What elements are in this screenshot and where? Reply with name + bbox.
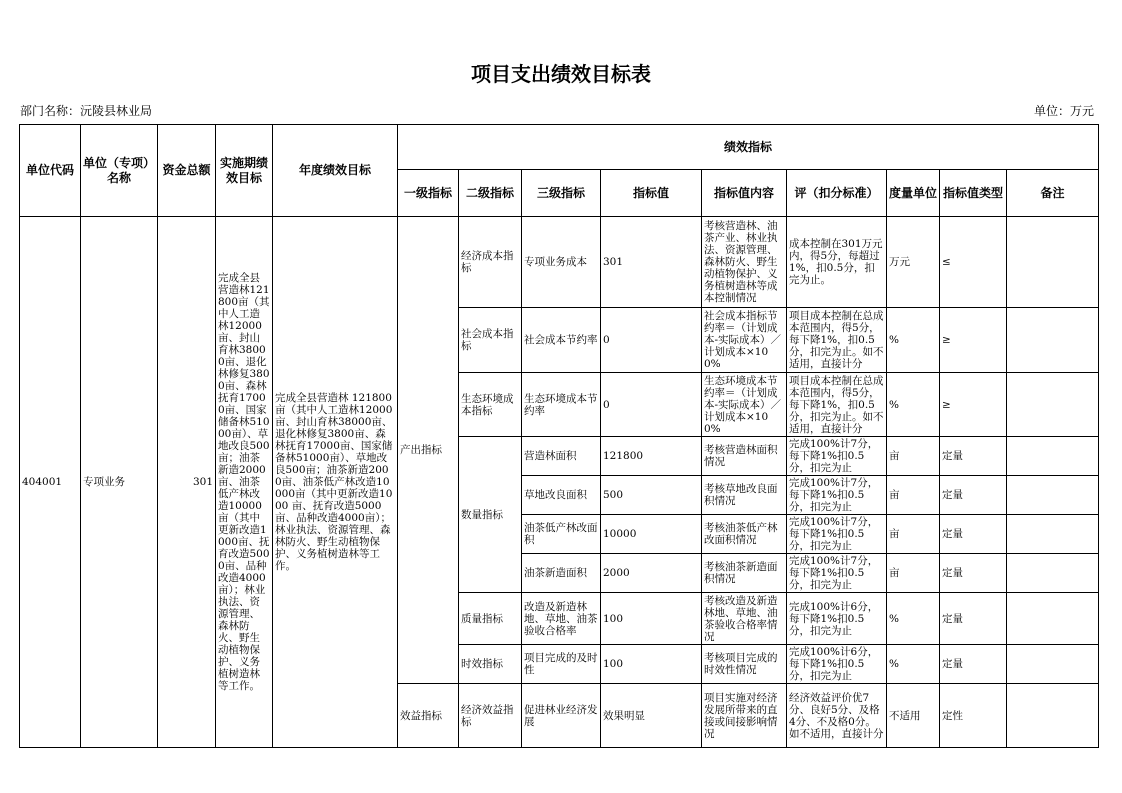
value-cell: 0 xyxy=(601,373,702,437)
header-performance: 绩效指标 xyxy=(398,125,1099,170)
header-level2: 二级指标 xyxy=(459,170,522,217)
measure-cell: 亩 xyxy=(887,437,940,476)
level3-cell: 油茶低产林改面积 xyxy=(522,515,601,554)
content-cell: 考核营造林、油茶产业、林业执法、资源管理、森林防火、野生动植物保护、义务植树造林等成本控制情况 xyxy=(702,217,787,308)
period-goal-cell: 完成全县营造林121800亩（其中人工造林12000亩、封山育林38000亩、退化林修复3800亩、森林抚育17000亩、国家储备林51000亩）、草地改良500亩；油茶新造2000亩、油茶低产林改造10000亩（其中更新改造1000亩、抚育改造5000亩、品种改造4000亩）；林业执法、资源管理、森林防火、野生动植物保护、义务植树造林等工作。 xyxy=(216,217,273,748)
remark-cell xyxy=(1007,476,1099,515)
level3-cell: 项目完成的及时性 xyxy=(522,645,601,684)
type-cell: ≥ xyxy=(940,308,1007,373)
value-cell: 10000 xyxy=(601,515,702,554)
header-level3: 三级指标 xyxy=(522,170,601,217)
header-remark: 备注 xyxy=(1007,170,1099,217)
scoring-cell: 项目成本控制在总成本范围内，得5分，每下降1%，扣0.5分，扣完为止。如不适用，直接计分 xyxy=(787,308,887,373)
header-unit-name: 单位（专项）名称 xyxy=(81,125,158,217)
header-scoring: 评（扣分标准） xyxy=(787,170,887,217)
content-cell: 考核油茶新造面积情况 xyxy=(702,554,787,593)
level2-timeliness: 时效指标 xyxy=(459,645,522,684)
content-cell: 生态环境成本节约率＝（计划成本-实际成本）／计划成本×100% xyxy=(702,373,787,437)
level3-cell: 草地改良面积 xyxy=(522,476,601,515)
content-cell: 考核改造及新造林地、草地、油茶验收合格率情况 xyxy=(702,593,787,645)
measure-cell: 万元 xyxy=(887,217,940,308)
performance-table xyxy=(19,124,1099,748)
scoring-cell: 完成100%计6分，每下降1%扣0.5分，扣完为止 xyxy=(787,645,887,684)
header-value-type: 指标值类型 xyxy=(940,170,1007,217)
unit-label: 单位：万元 xyxy=(1033,104,1094,118)
value-cell: 121800 xyxy=(601,437,702,476)
remark-cell xyxy=(1007,437,1099,476)
measure-cell: 不适用 xyxy=(887,684,940,748)
total-funds-cell: 301 xyxy=(158,217,216,748)
scoring-cell: 完成100%计7分，每下降1%扣0.5分，扣完为止 xyxy=(787,515,887,554)
header-unit-code: 单位代码 xyxy=(20,125,81,217)
remark-cell xyxy=(1007,373,1099,437)
measure-cell: 亩 xyxy=(887,476,940,515)
remark-cell xyxy=(1007,554,1099,593)
level3-cell: 促进林业经济发展 xyxy=(522,684,601,748)
measure-cell: 亩 xyxy=(887,515,940,554)
table-row xyxy=(20,217,1099,308)
annual-goal-cell: 完成全县营造林 121800亩（其中人工造林12000亩、封山育林38000亩、退化林修复3800亩、森林抚育17000亩、国家储备林51000亩）、草地改良500亩；油茶新造2000亩、油茶低产林改造10000亩（其中更新改造1000 亩、抚育改造5000亩、品种改造4000亩）；林业执法、资源管理、森林防火、野生动植物保护、义务植树造林等工作。 xyxy=(273,217,398,748)
type-cell: ≤ xyxy=(940,217,1007,308)
value-cell: 效果明显 xyxy=(601,684,702,748)
level1-benefit: 效益指标 xyxy=(398,684,459,748)
scoring-cell: 完成100%计6分，每下降1%扣0.5分，扣完为止 xyxy=(787,593,887,645)
remark-cell xyxy=(1007,645,1099,684)
remark-cell xyxy=(1007,593,1099,645)
level1-output: 产出指标 xyxy=(398,217,459,684)
scoring-cell: 经济效益评价优7分、良好5分、及格4分、不及格0分。如不适用，直接计分 xyxy=(787,684,887,748)
measure-cell: % xyxy=(887,593,940,645)
measure-cell: 亩 xyxy=(887,554,940,593)
header-content: 指标值内容 xyxy=(702,170,787,217)
scoring-cell: 完成100%计7分，每下降1%扣0.5分，扣完为止 xyxy=(787,554,887,593)
unit-code-cell: 404001 xyxy=(20,217,81,748)
type-cell: 定量 xyxy=(940,515,1007,554)
level2-social-cost: 社会成本指标 xyxy=(459,308,522,373)
content-cell: 项目实施对经济发展所带来的直接或间接影响情况 xyxy=(702,684,787,748)
level2-econ-benefit: 经济效益指标 xyxy=(459,684,522,748)
scoring-cell: 完成100%计7分，每下降1%扣0.5分，扣完为止 xyxy=(787,437,887,476)
value-cell: 0 xyxy=(601,308,702,373)
level3-cell: 改造及新造林地、草地、油茶验收合格率 xyxy=(522,593,601,645)
unit-name-cell: 专项业务 xyxy=(81,217,158,748)
content-cell: 考核油茶低产林改面积情况 xyxy=(702,515,787,554)
measure-cell: % xyxy=(887,645,940,684)
page-title: 项目支出绩效目标表 xyxy=(471,62,651,86)
scoring-cell: 成本控制在301万元内，得5分，每超过1%，扣0.5分，扣完为止。 xyxy=(787,217,887,308)
level2-eco-cost: 生态环境成本指标 xyxy=(459,373,522,437)
header-measure: 度量单位 xyxy=(887,170,940,217)
type-cell: ≥ xyxy=(940,373,1007,437)
level2-quantity: 数量指标 xyxy=(459,437,522,593)
type-cell: 定性 xyxy=(940,684,1007,748)
header-total-funds: 资金总额 xyxy=(158,125,216,217)
value-cell: 2000 xyxy=(601,554,702,593)
scoring-cell: 完成100%计7分，每下降1%扣0.5分，扣完为止 xyxy=(787,476,887,515)
measure-cell: % xyxy=(887,373,940,437)
header-period-goal: 实施期绩效目标 xyxy=(216,125,273,217)
content-cell: 社会成本指标节约率＝（计划成本-实际成本）／计划成本×100% xyxy=(702,308,787,373)
type-cell: 定量 xyxy=(940,476,1007,515)
level2-econ-cost: 经济成本指标 xyxy=(459,217,522,308)
department-name: 部门名称：沅陵县林业局 xyxy=(20,104,153,118)
value-cell: 500 xyxy=(601,476,702,515)
content-cell: 考核草地改良面积情况 xyxy=(702,476,787,515)
header-annual-goal: 年度绩效目标 xyxy=(273,125,398,217)
level3-cell: 专项业务成本 xyxy=(522,217,601,308)
content-cell: 考核项目完成的时效性情况 xyxy=(702,645,787,684)
type-cell: 定量 xyxy=(940,554,1007,593)
scoring-cell: 项目成本控制在总成本范围内，得5分，每下降1%，扣0.5分，扣完为止。如不适用，直接计分 xyxy=(787,373,887,437)
measure-cell: % xyxy=(887,308,940,373)
level3-cell: 社会成本节约率 xyxy=(522,308,601,373)
value-cell: 301 xyxy=(601,217,702,308)
header-value: 指标值 xyxy=(601,170,702,217)
value-cell: 100 xyxy=(601,593,702,645)
type-cell: 定量 xyxy=(940,593,1007,645)
remark-cell xyxy=(1007,217,1099,308)
remark-cell xyxy=(1007,684,1099,748)
level3-cell: 生态环境成本节约率 xyxy=(522,373,601,437)
type-cell: 定量 xyxy=(940,645,1007,684)
content-cell: 考核营造林面积情况 xyxy=(702,437,787,476)
remark-cell xyxy=(1007,515,1099,554)
type-cell: 定量 xyxy=(940,437,1007,476)
level3-cell: 营造林面积 xyxy=(522,437,601,476)
remark-cell xyxy=(1007,308,1099,373)
value-cell: 100 xyxy=(601,645,702,684)
header-level1: 一级指标 xyxy=(398,170,459,217)
level2-quality: 质量指标 xyxy=(459,593,522,645)
level3-cell: 油茶新造面积 xyxy=(522,554,601,593)
